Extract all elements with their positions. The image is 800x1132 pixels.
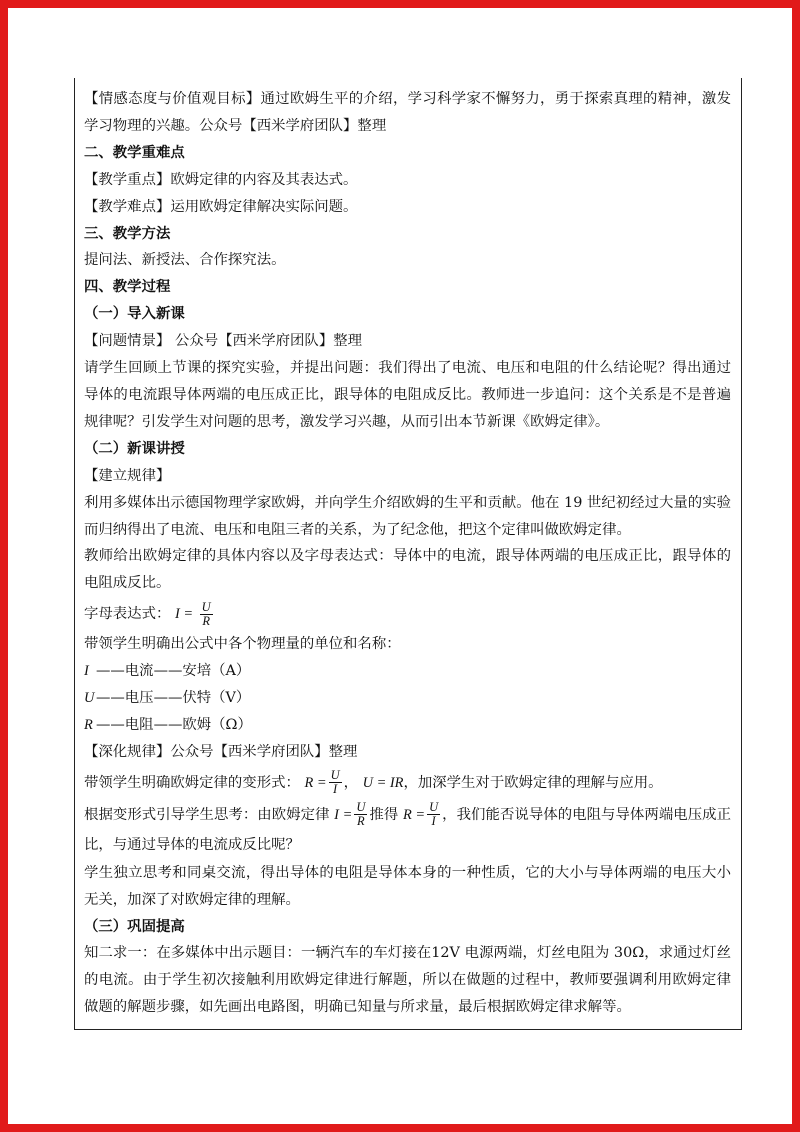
formula-lhs: I = bbox=[174, 606, 194, 623]
formula-denominator: R bbox=[202, 613, 210, 628]
formula-prefix: 字母表达式： bbox=[84, 606, 171, 623]
methods-text: 提问法、新授法、合作探究法。 bbox=[84, 252, 286, 269]
ohm-biography: 利用多媒体出示德国物理学家欧姆，并向学生介绍欧姆的生平和贡献。他在 19 世纪初经过大量的实验而归纳得出了电流、电压和电阻三者的关系，为了纪念他，把这个定律叫做欧姆定律。 bbox=[84, 494, 731, 538]
guided-i-fraction bbox=[354, 801, 367, 828]
variant-comma: ， bbox=[343, 774, 358, 791]
goal-emotion: 【情感态度与价值观目标】通过欧姆生平的介绍，学习科学家不懈努力，勇于探索真理的精神，激发学习物理的兴趣。公众号【西米学府团队】整理 bbox=[84, 91, 731, 134]
quantity-resistance-text: ——电阻——欧姆（Ω） bbox=[96, 716, 252, 733]
guided-i-numerator: U bbox=[356, 800, 366, 815]
table-cell bbox=[74, 78, 742, 1030]
formula-fraction bbox=[200, 601, 213, 628]
symbol-i: I bbox=[84, 663, 89, 680]
establish-law: 【建立规律】 bbox=[84, 467, 171, 484]
guided-r-denominator: I bbox=[431, 814, 436, 829]
guided-thinking bbox=[84, 800, 731, 860]
quantity-current-text: ——电流——安培（A） bbox=[96, 663, 251, 680]
variant-forms-tail: ，加深学生对于欧姆定律的理解与应用。 bbox=[403, 774, 663, 791]
practice-problem: 知二求一：在多媒体中出示题目：一辆汽车的车灯接在12V 电源两端，灯丝电阻为 30Ω，求通过灯丝的电流。由于学生初次接触利用欧姆定律进行解题，所以在做题的过程中，教师要强调利用欧姆定律做题的解题步骤，如先画出电路图，明确已知量与所求量，最后根据欧姆定律求解等。 bbox=[84, 945, 731, 1016]
guided-r-fraction bbox=[427, 801, 440, 828]
symbol-r: R bbox=[84, 716, 93, 733]
heading-new-lesson: （二）新课讲授 bbox=[84, 439, 185, 457]
guided-r-lhs: R = bbox=[402, 806, 426, 823]
guided-thinking-c: ，我们能否说导体的电阻与导体两端电压成正比，与通过导体的电流成反比呢？ bbox=[84, 806, 731, 853]
heading-methods: 三、教学方法 bbox=[84, 224, 171, 242]
guided-thinking-b: 推得 bbox=[369, 806, 399, 823]
variant-forms bbox=[84, 766, 731, 800]
guided-r-numerator: U bbox=[429, 800, 439, 815]
quantity-resistance bbox=[84, 712, 731, 739]
units-intro: 带领学生明确出公式中各个物理量的单位和名称： bbox=[84, 636, 401, 653]
variant-r-lhs: R = bbox=[304, 774, 327, 791]
law-statement: 教师给出欧姆定律的具体内容以及字母表达式：导体中的电流，跟导体两端的电压成正比，跟导体的电阻成反比。 bbox=[84, 548, 731, 592]
variant-r-fraction bbox=[329, 769, 342, 796]
quantity-voltage bbox=[84, 685, 731, 712]
guided-i-lhs: I = bbox=[334, 806, 353, 823]
guided-i-denominator: R bbox=[357, 814, 365, 829]
variant-r-denominator: I bbox=[332, 782, 338, 797]
variant-r-numerator: U bbox=[330, 768, 340, 783]
heading-introduction: （一）导入新课 bbox=[84, 305, 185, 323]
heading-key-points: 二、教学重难点 bbox=[84, 143, 185, 161]
guided-thinking-a: 根据变形式引导学生思考：由欧姆定律 bbox=[84, 806, 330, 823]
review-paragraph: 请学生回顾上节课的探究实验，并提出问题：我们得出了电流、电压和电阻的什么结论呢？得出通过导体的电流跟导体两端的电压成正比，跟导体的电阻成反比。教师进一步追问：这个关系是不是普遍规律呢？引发学生对问题的思考，激发学习兴趣，从而引出本节新课《欧姆定律》。 bbox=[84, 360, 731, 430]
variant-forms-intro: 带领学生明确欧姆定律的变形式： bbox=[84, 774, 300, 791]
variant-u-formula: U = IR bbox=[362, 774, 404, 791]
teaching-difficulty: 【教学难点】运用欧姆定律解决实际问题。 bbox=[84, 198, 358, 215]
teaching-focus: 【教学重点】欧姆定律的内容及其表达式。 bbox=[84, 171, 358, 188]
formula-numerator: U bbox=[201, 599, 211, 614]
heading-consolidate: （三）巩固提高 bbox=[84, 917, 185, 935]
deepen-law: 【深化规律】公众号【西米学府团队】整理 bbox=[84, 743, 358, 760]
student-discussion: 学生独立思考和同桌交流，得出导体的电阻是导体本身的一种性质，它的大小与导体两端的电压大小无关，加深了对欧姆定律的理解。 bbox=[84, 864, 731, 908]
problem-scenario: 【问题情景】 公众号【西米学府团队】整理 bbox=[84, 333, 362, 350]
quantity-current bbox=[84, 658, 731, 685]
formula-line bbox=[84, 597, 731, 631]
symbol-u: U bbox=[84, 690, 95, 707]
heading-process: 四、教学过程 bbox=[84, 278, 171, 296]
quantity-voltage-text: ——电压——伏特（V） bbox=[96, 690, 251, 707]
